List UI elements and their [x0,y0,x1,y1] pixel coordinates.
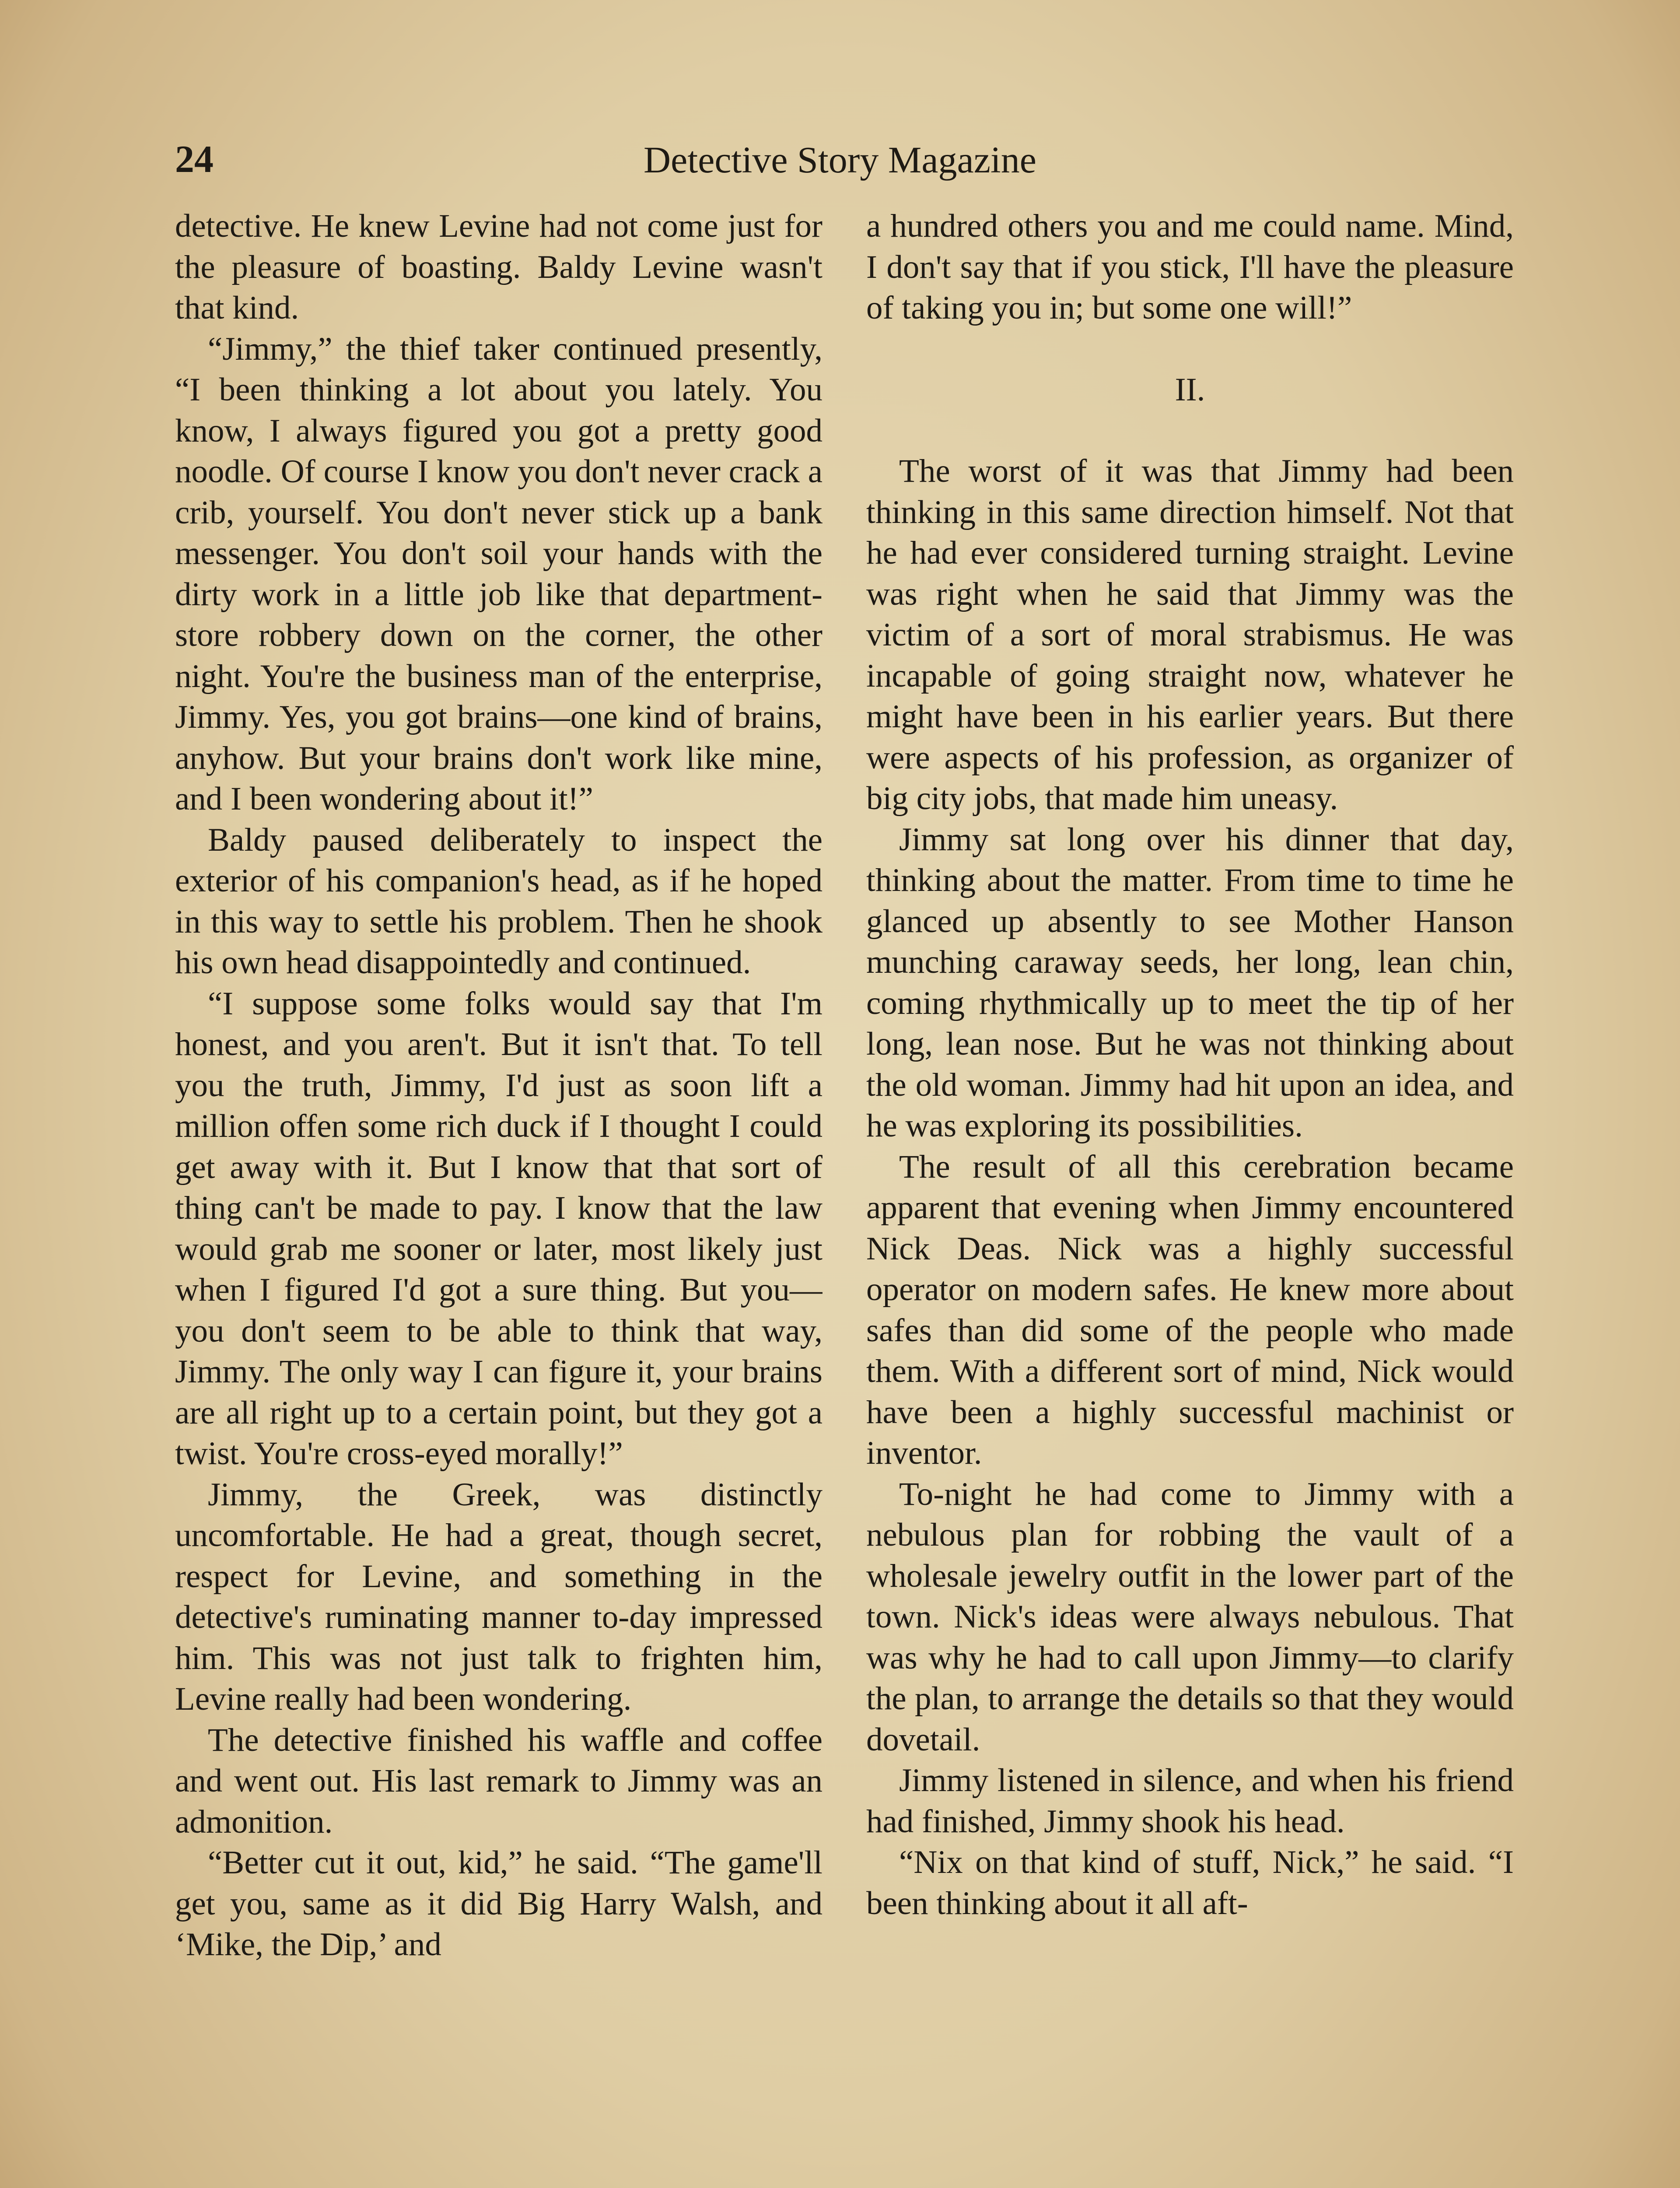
right-column [866,206,1514,2188]
paragraph: The detective finished his waffle and coffee and went out. His last remark to Jimmy was an admonition. [175,1722,822,1840]
paragraph: “Nix on that kind of stuff, Nick,” he said. “I been thinking about it all aft- [866,1844,1514,1922]
paragraph: Jimmy sat long over his dinner that day, thinking about the matter. From time to time he glanced up absently to see Mother Hanson munching caraway seeds, her long, lean chin, coming rhythmically up to meet the tip of her long, lean nose. But he was not thinking about the old woman. Jimmy had hit upon an idea, and he was exploring its possibilities. [866,821,1514,1144]
left-column [175,206,822,2188]
paragraph: To-night he had come to Jimmy with a nebulous plan for robbing the vault of a wholesale jewelry outfit in the lower part of the town. Nick's ideas were always nebulous. That was why he had to call upon Jimmy—to clarify the plan, to arrange the details so that they would dovetail. [866,1476,1514,1758]
paragraph: The worst of it was that Jimmy had been thinking in this same direction himself. Not that he had ever considered turning straight. Levine was right when he said that Jimmy was the victim of a sort of moral strabismus. He was incapable of going straight now, whatever he might have been in his earlier years. But there were aspects of his profession, as organizer of big city jobs, that made him uneasy. [866,453,1514,817]
paragraph: “I suppose some folks would say that I'm honest, and you aren't. But it isn't that. To tell you the truth, Jimmy, I'd just as soon lift a million offen some rich duck if I thought I could get away with it. But I know that that sort of thing can't be made to pay. I know that the law would grab me sooner or later, most likely just when I figured I'd got a sure thing. But you—you don't seem to be able to think that way, Jimmy. The only way I can figure it, your brains are all right up to a certain point, but they got a twist. You're cross-eyed morally!” [175,985,822,1472]
running-title: Detective Story Magazine [644,139,1036,181]
paragraph: “Better cut it out, kid,” he said. “The game'll get you, same as it did Big Harry Walsh, and ‘Mike, the Dip,’ and [175,1844,822,1963]
paragraph: Jimmy listened in silence, and when his friend had finished, Jimmy shook his head. [866,1762,1514,1840]
page-header [175,131,1505,188]
paragraph: Jimmy, the Greek, was distinctly uncomfortable. He had a great, though secret, respect for Levine, and something in the detective's ruminating manner to-day impressed him. This was not just talk to frighten him, Levine really had been wondering. [175,1476,822,1717]
paragraph: detective. He knew Levine had not come just for the pleasure of boasting. Baldy Levine wasn't that kind. [175,208,822,326]
paragraph: “Jimmy,” the thief taker continued presently, “I been thinking a lot about you lately. You know, I always figured you got a pretty good noodle. Of course I know you don't never crack a crib, yourself. You don't never stick up a bank messenger. You don't soil your hands with the dirty work in a little job like that department-store robbery down on the corner, the other night. You're the business man of the enterprise, Jimmy. Yes, you got brains—one kind of brains, anyhow. But your brains don't work like mine, and I been wondering about it!” [175,330,822,817]
paragraph-continued: a hundred others you and me could name. Mind, I don't say that if you stick, I'll have the pleasure of taking you in; but some one will!” [866,208,1514,326]
text-columns [175,206,1514,2188]
paragraph: The result of all this cerebration became apparent that evening when Jimmy encountered Nick Deas. Nick was a highly successful operator on modern safes. He knew more about safes than did some of the people who made them. With a different sort of mind, Nick would have been a highly successful machinist or inventor. [866,1148,1514,1471]
paragraph: Baldy paused deliberately to inspect the exterior of his companion's head, as if he hoped in this way to settle his problem. Then he shook his own head disappointedly and continued. [175,821,822,981]
page-number: 24 [175,138,214,181]
section-heading: II. [1175,371,1205,408]
